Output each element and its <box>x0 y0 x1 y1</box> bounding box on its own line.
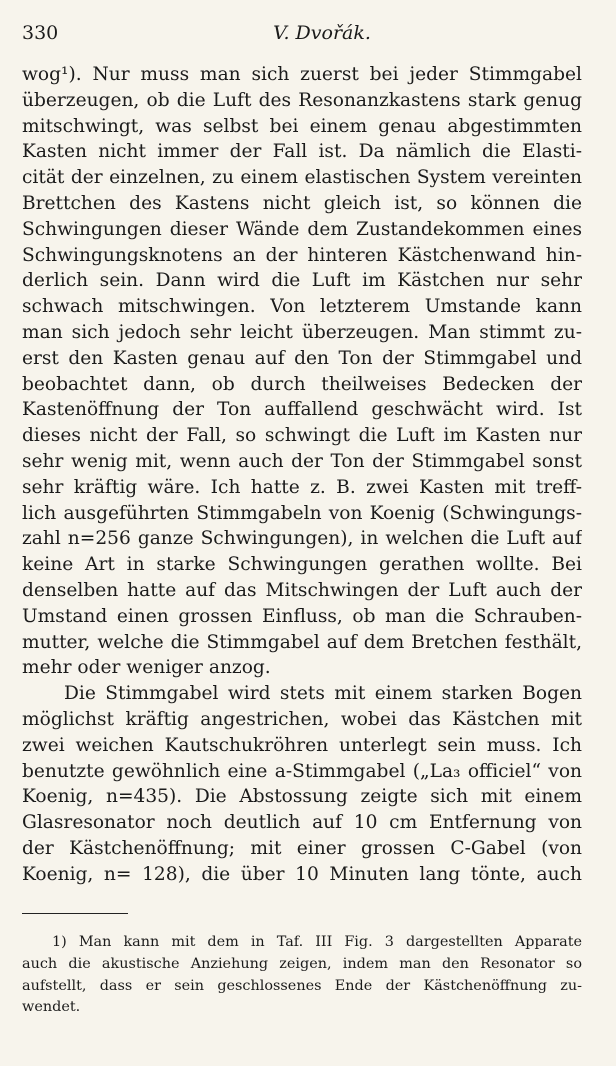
text-line: keine Art in starke Schwingungen gerathen wollte. Bei <box>22 554 582 576</box>
text-line: lich ausgeführten Stimmgabeln von Koenig (Schwingungs- <box>22 502 582 524</box>
footnote-line: 1) Man kann mit dem in Taf. III Fig. 3 dargestellten Apparate <box>52 934 582 950</box>
text-line: Glasresonator noch deutlich auf 10 cm Entfernung von <box>22 812 582 834</box>
footnotes <box>22 932 582 1019</box>
text-line: überzeugen, ob die Luft des Resonanzkastens stark genug <box>22 89 582 111</box>
text-line: Schwingungen dieser Wände dem Zustandekommen eines <box>22 218 582 240</box>
text-line: Die Stimmgabel wird stets mit einem starken Bogen <box>64 683 582 705</box>
text-line: Schwingungsknotens an der hinteren Kästchenwand hin- <box>22 244 582 266</box>
text-line: cität der einzelnen, zu einem elastischen System vereinten <box>22 167 582 189</box>
text-line: der Kästchenöffnung; mit einer grossen C-Gabel (von <box>22 837 582 859</box>
text-line: sehr wenig mit, wenn auch der Ton der Stimmgabel sonst <box>22 450 582 472</box>
body-text <box>22 62 582 888</box>
running-title: V. Dvořák. <box>273 22 371 44</box>
text-line: Kastenöffnung der Ton auffallend geschwächt wird. Ist <box>22 399 582 421</box>
text-line: dieses nicht der Fall, so schwingt die Luft im Kasten nur <box>22 425 582 447</box>
text-line: Umstand einen grossen Einfluss, ob man die Schrauben- <box>22 605 582 627</box>
text-line: Kasten nicht immer der Fall ist. Da nämlich die Elasti- <box>22 141 582 163</box>
footnote-divider <box>22 913 128 914</box>
text-line: zahl n=256 ganze Schwingungen), in welchen die Luft auf <box>22 528 582 550</box>
text-line: Koenig, n= 128), die über 10 Minuten lang tönte, auch <box>22 863 582 885</box>
footnote-line: auch die akustische Anziehung zeigen, indem man den Resonator so <box>22 955 582 972</box>
text-line: zwei weichen Kautschukröhren unterlegt sein muss. Ich <box>22 734 582 756</box>
text-line: schwach mitschwingen. Von letzterem Umstande kann <box>22 296 582 318</box>
text-line: Brettchen des Kastens nicht gleich ist, so können die <box>22 192 582 214</box>
text-line: mutter, welche die Stimmgabel auf dem Bretchen festhält, <box>22 631 582 653</box>
text-line: möglichst kräftig angestrichen, wobei das Kästchen mit <box>22 708 582 730</box>
text-line: sehr kräftig wäre. Ich hatte z. B. zwei Kasten mit treff- <box>22 476 582 498</box>
footnote-line: aufstellt, dass er sein geschlossenes Ende der Kästchenöffnung zu- <box>22 977 582 994</box>
text-line: Koenig, n=435). Die Abstossung zeigte sich mit einem <box>22 786 582 808</box>
text-line: erst den Kasten genau auf den Ton der Stimmgabel und <box>22 347 582 369</box>
text-line: mehr oder weniger anzog. <box>22 657 271 679</box>
text-line: wog¹). Nur muss man sich zuerst bei jeder Stimmgabel <box>22 64 582 85</box>
footnote-line: wendet. <box>22 999 81 1016</box>
page-header <box>22 22 582 50</box>
text-line: mitschwingt, was selbst bei einem genau abgestimmten <box>22 115 582 137</box>
page-number: 330 <box>22 22 59 44</box>
text-line: derlich sein. Dann wird die Luft im Kästchen nur sehr <box>22 270 582 292</box>
text-line: denselben hatte auf das Mitschwingen der Luft auch der <box>22 579 582 601</box>
text-line: man sich jedoch sehr leicht überzeugen. Man stimmt zu- <box>22 321 582 343</box>
text-line: benutzte gewöhnlich eine a-Stimmgabel („La₃ officiel“ von <box>22 760 582 782</box>
text-line: beobachtet dann, ob durch theilweises Bedecken der <box>22 373 582 395</box>
